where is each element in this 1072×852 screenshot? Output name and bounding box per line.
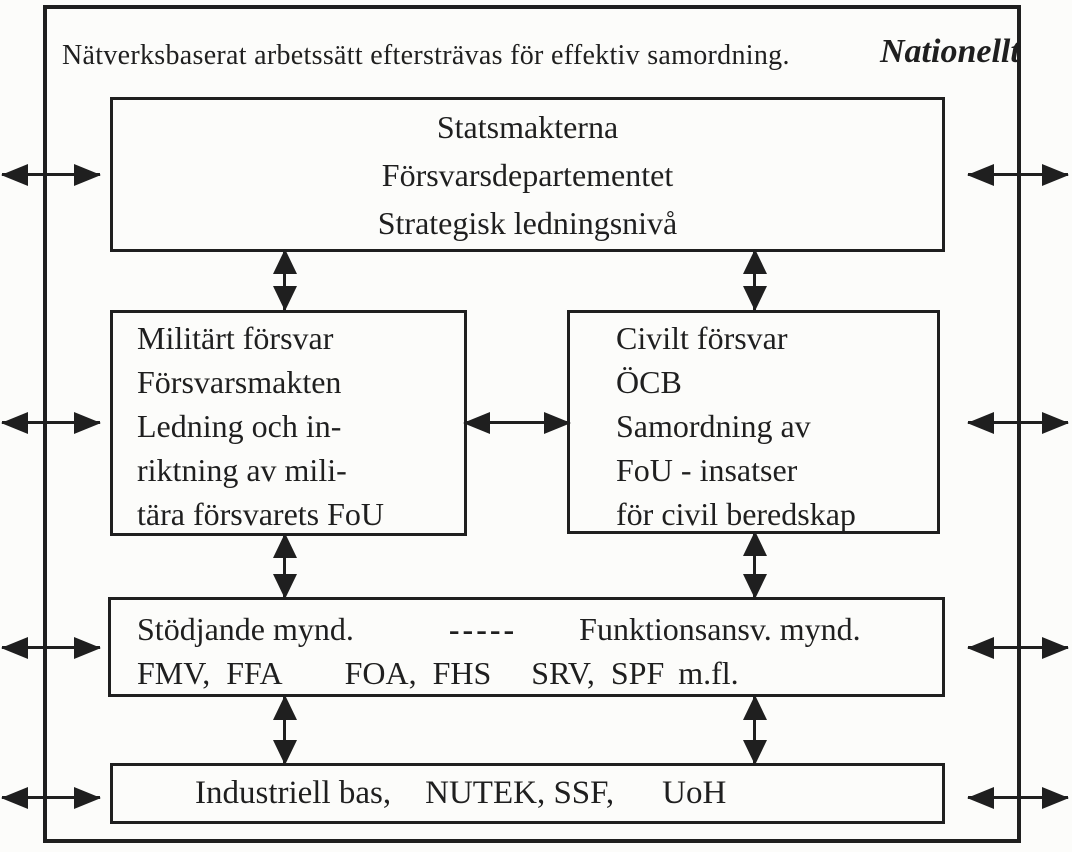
separator-dashes: ----- [448, 611, 518, 647]
box-line: för civil beredskap [616, 496, 856, 532]
box-line: Försvarsmakten [137, 364, 342, 400]
box-line: Statsmakterna [436, 109, 619, 145]
arrow-external-right-civilt [968, 421, 1068, 424]
industry-segment: NUTEK, SSF, [425, 775, 615, 811]
arrow-myndigheter-industriell-left [283, 696, 286, 764]
box-line: Ledning och in- [137, 408, 342, 444]
agency-group: SRV, SPF [531, 655, 665, 691]
arrow-myndigheter-industriell-right [753, 696, 756, 764]
box-line: Strategisk ledningsnivå [377, 205, 678, 241]
box-line: ÖCB [616, 364, 682, 400]
box-line: tära försvarets FoU [137, 496, 385, 532]
box-line: Civilt försvar [616, 320, 788, 356]
industry-segment: UoH [662, 775, 727, 811]
box-line: FoU - insatser [616, 452, 798, 488]
box-myndigheter [108, 597, 945, 697]
box-statsmakterna [110, 97, 945, 252]
box-militart-forsvar [110, 310, 467, 536]
box-civilt-forsvar [567, 310, 940, 534]
myndigheter-row-agencies [111, 650, 942, 696]
industry-segment: Industriell bas, [195, 775, 392, 811]
arrow-external-right-industriell [968, 796, 1068, 799]
arrow-external-left-statsmakterna [2, 173, 100, 176]
label-stodjande-mynd: Stödjande mynd. [137, 611, 354, 647]
arrow-civilt-myndigheter [753, 532, 756, 598]
arrow-external-left-militart [2, 421, 100, 424]
scope-label: Nationellt [880, 33, 1020, 70]
arrow-statsmakterna-militart [283, 250, 286, 310]
arrow-external-left-industriell [2, 796, 100, 799]
box-line: Försvarsdepartementet [381, 157, 674, 193]
myndigheter-row-labels [111, 608, 942, 650]
arrow-statsmakterna-civilt [753, 250, 756, 310]
box-industriell-bas [110, 763, 945, 824]
arrow-external-right-myndigheter [968, 646, 1068, 649]
agency-group: FOA, FHS [344, 655, 492, 691]
box-line: riktning av mili- [137, 452, 347, 488]
arrow-militart-civilt [464, 421, 570, 424]
arrow-militart-myndigheter [283, 534, 286, 598]
agency-group: FMV, FFA [137, 655, 283, 691]
box-line: Samordning av [616, 408, 811, 444]
label-funktionsansv-mynd: Funktionsansv. mynd. [579, 611, 861, 647]
caption-text: Nätverksbaserat arbetssätt eftersträvas för effektiv samordning. [62, 40, 790, 71]
arrow-external-left-myndigheter [2, 646, 100, 649]
box-line: Militärt försvar [137, 320, 334, 356]
agency-group: m.fl. [678, 655, 739, 691]
arrow-external-right-statsmakterna [968, 173, 1068, 176]
